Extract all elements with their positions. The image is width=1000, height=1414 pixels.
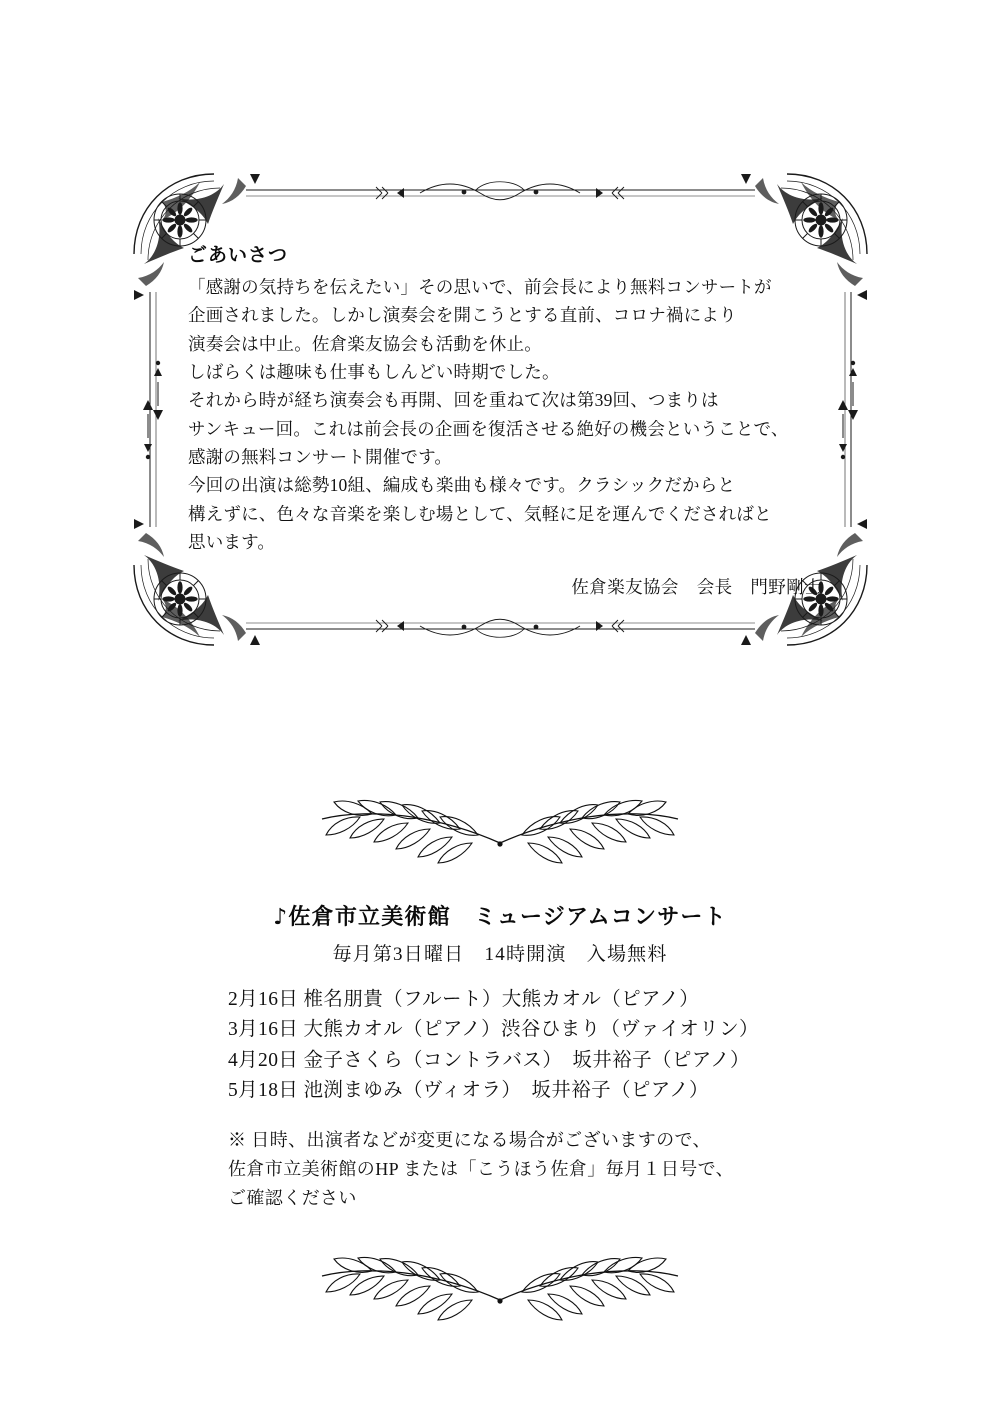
concert-header bbox=[0, 900, 1000, 966]
concert-title-text: 佐倉市立美術館 ミュージアムコンサート bbox=[288, 905, 727, 930]
note-line: ご確認ください bbox=[228, 1188, 357, 1209]
greeting-signature: 佐倉楽友協会 会長 門野剛士 bbox=[571, 577, 822, 598]
note-line: 佐倉市立美術館のHP または「こうほう佐倉」毎月１日号で、 bbox=[228, 1159, 735, 1180]
concert-notes bbox=[228, 1126, 828, 1213]
greeting-line: 演奏会は中止。佐倉楽友協会も活動を休止。 bbox=[188, 333, 542, 354]
laurel-branch-divider-top bbox=[300, 795, 700, 865]
concert-schedule-list bbox=[228, 985, 788, 1107]
greeting-line: 思います。 bbox=[188, 532, 276, 553]
greeting-line: サンキュー回。これは前会長の企画を復活させる絶好の機会ということで、 bbox=[188, 418, 789, 439]
greeting-line: 今回の出演は総勢10組、編成も楽曲も様々です。クラシックだからと bbox=[188, 475, 736, 496]
greeting-line: それから時が経ち演奏会も再開、回を重ねて次は第39回、つまりは bbox=[188, 390, 719, 411]
schedule-item: 5月18日 池渕まゆみ（ヴィオラ） 坂井裕子（ピアノ） bbox=[228, 1080, 709, 1102]
note-line: ※ 日時、出演者などが変更になる場合がございますので、 bbox=[228, 1130, 711, 1150]
schedule-item: 3月16日 大熊カオル（ピアノ）渋谷ひまり（ヴァイオリン） bbox=[228, 1019, 759, 1041]
concert-title bbox=[0, 900, 1000, 931]
schedule-item: 2月16日 椎名朋貴（フルート）大熊カオル（ピアノ） bbox=[228, 989, 700, 1010]
greeting-line: 感謝の無料コンサート開催です。 bbox=[188, 447, 453, 468]
greeting-line: しばらくは趣味も仕事もしんどい時期でした。 bbox=[188, 362, 560, 383]
laurel-branch-divider-bottom bbox=[300, 1252, 700, 1322]
greeting-frame bbox=[128, 168, 873, 651]
schedule-item: 4月20日 金子さくら（コントラバス） 坂井裕子（ピアノ） bbox=[228, 1049, 750, 1071]
greeting-line: 「感謝の気持ちを伝えたい」その思いで、前会長により無料コンサートが bbox=[188, 277, 772, 297]
greeting-line: 構えずに、色々な音楽を楽しむ場として、気軽に足を運んでくださればと bbox=[188, 503, 772, 524]
greeting-line: 企画されました。しかし演奏会を開こうとする直前、コロナ禍により bbox=[188, 305, 737, 326]
concert-subtitle: 毎月第3日曜日 14時開演 入場無料 bbox=[332, 944, 668, 965]
music-note-icon: ♪ bbox=[273, 905, 289, 930]
greeting-title: ごあいさつ bbox=[188, 244, 289, 266]
greeting-body bbox=[188, 273, 828, 556]
